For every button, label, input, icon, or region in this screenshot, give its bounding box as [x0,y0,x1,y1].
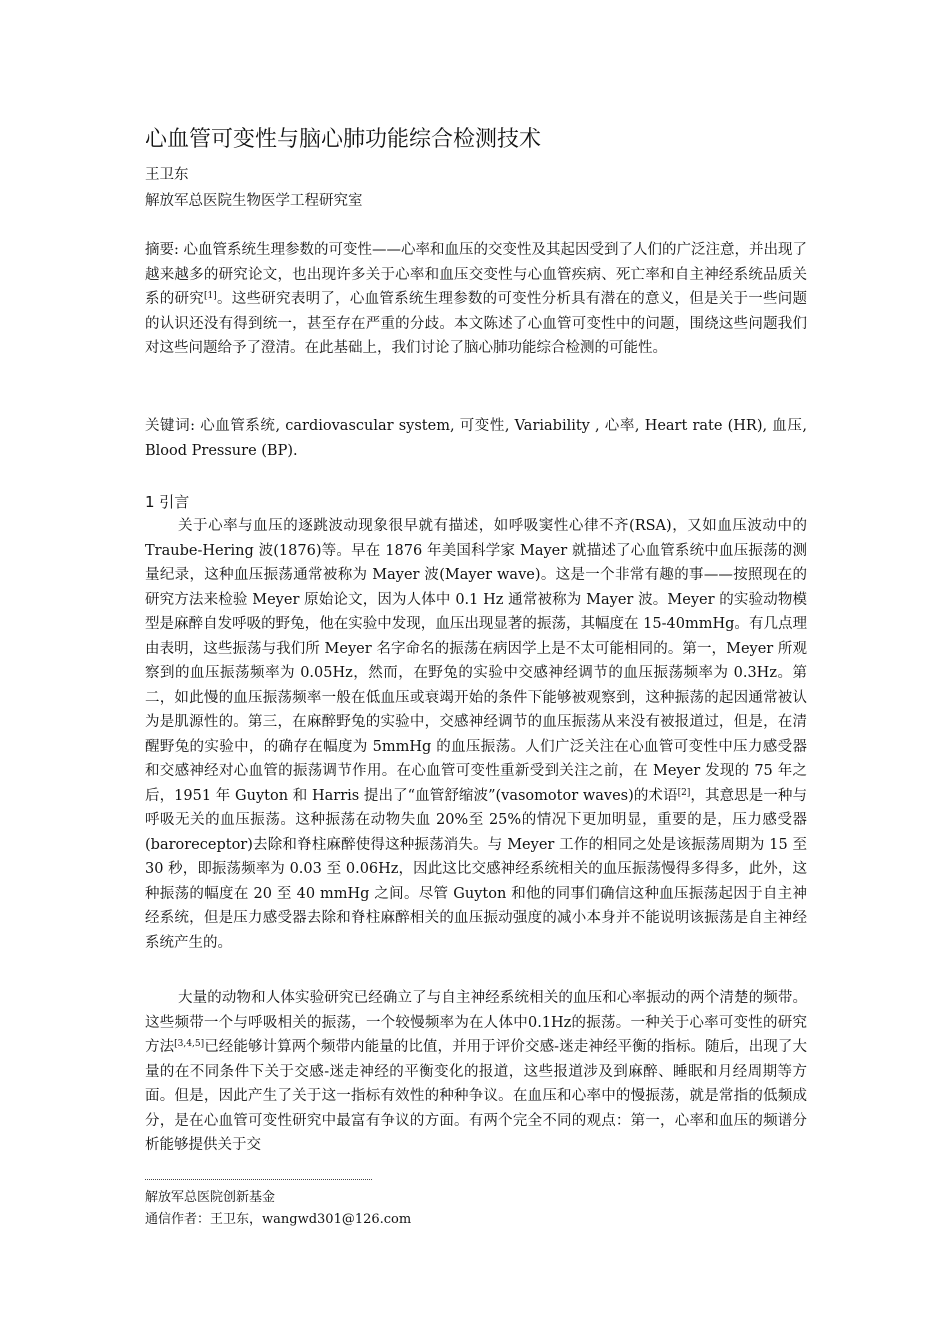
paragraph-text: ，其意思是一种与呼吸无关的血压振荡。这种振荡在动物失血 20%至 25%的情况下更加明显，重要的是，压力感受器(baroreceptor)去除和脊柱麻醉使得这种振荡消失。与 Meyer 工作的相同之处是该振荡周期为 15 至 30 秒，即振荡频率为 0.03 至 0.06Hz，因此这比交感神经系统相关的血压振荡慢得多得多，此外，这种振荡的幅度在 20 至 40 mmHg 之间。尽管 Guyton 和他的同事们确信这种血压振荡起因于自主神经系统，但是压力感受器去除和脊柱麻醉相关的血压振动强度的减小本身并不能说明该振荡是自主神经系统产生的。 [145,787,808,951]
citation-3: [3,4,5] [174,1039,205,1049]
body-paragraph-2 [145,986,807,1158]
footnote-funding: 解放军总医院创新基金 [145,1190,276,1205]
paragraph-text: 大量的动物和人体实验研究已经确立了与自主神经系统相关的血压和心率振动的两个清楚的频带。这些频带一个与呼吸相关的振荡，一个较慢频率为在人体中0.1Hz的振荡。一种关于心率可变性的研究方法 [145,990,807,1055]
paragraph-text: 已经能够计算两个频带内能量的比值，并用于评价交感-迷走神经平衡的指标。随后，出现了大量的在不同条件下关于交感-迷走神经的平衡变化的报道，这些报道涉及到麻醉、睡眠和月经周期等方面。但是，因此产生了关于这一指标有效性的种种争议。在血压和心率中的慢振荡，就是常指的低频成分，是在心血管可变性研究中最富有争议的方面。有两个完全不同的观点：第一，心率和血压的频谱分析能够提供关于交 [145,1039,807,1153]
abstract [145,238,807,361]
footnote-divider [145,1179,372,1180]
footnote-correspondence: 通信作者：王卫东，wangwd301@126.com [145,1212,412,1227]
author-affiliation: 解放军总医院生物医学工程研究室 [145,193,363,209]
paper-title: 心血管可变性与脑心肺功能综合检测技术 [145,127,542,152]
body-paragraph-1 [145,514,807,955]
keywords: 关键词: 心血管系统, cardiovascular system, 可变性, Variability , 心率, Heart rate (HR), 血压, Blood Pressure (BP). [145,418,807,459]
paragraph-text: 关于心率与血压的逐跳波动现象很早就有描述，如呼吸窦性心律不齐(RSA)，又如血压波动中的 Traube-Hering 波(1876)等。早在 1876 年美国科学家 Mayer 就描述了心血管系统中血压振荡的测量纪录，这种血压振荡通常被称为 Mayer 波(Mayer wave)。这是一个非常有趣的事——按照现在的研究方法来检验 Meyer 原始论文，因为人体中 0.1 Hz 通常被称为 Mayer 波。Meyer 的实验动物模型是麻醉自发呼吸的野兔，他在实验中发现，血压出现显著的振荡，其幅度在 15-40mmHg。有几点理由表明，这些振荡与我们所 Meyer 名字命名的振荡在病因学上是不太可能相同的。第一，Meyer 所观察到的血压振荡频率为 0.05Hz，然而，在野兔的实验中交感神经调节的血压振荡频率为 0.3Hz。第二，如此慢的血压振荡频率一般在低血压或衰竭开始的条件下能够被观察到，这种振荡的起因通常被认为是肌源性的。第三，在麻醉野兔的实验中，交感神经调节的血压振荡从来没有被报道过，但是，在清醒野兔的实验中，的确存在幅度为 5mmHg 的血压振荡。人们广泛关注在心血管可变性中压力感受器和交感神经对心血管的振荡调节作用。在心血管可变性重新受到关注之前，在 Meyer 发现的 75 年之后，1951 年 Guyton 和 Harris 提出了“血管舒缩波”(vasomotor waves)的术语 [145,518,807,804]
section-heading: 1 引言 [145,493,190,511]
abstract-text-2: 。这些研究表明了，心血管系统生理参数的可变性分析具有潜在的意义，但是关于一些问题的认识还没有得到统一，甚至存在严重的分歧。本文陈述了心血管可变性中的问题，围绕这些问题我们对这些问题给予了澄清。在此基础上，我们讨论了脑心肺功能综合检测的可能性。 [145,291,808,356]
citation-1: [1] [204,291,217,301]
citation-2: [2] [677,787,691,798]
abstract-text-1: 摘要: 心血管系统生理参数的可变性——心率和血压的交变性及其起因受到了人们的广泛注意，并出现了越来越多的研究论文，也出现许多关于心率和血压交变性与心血管疾病、死亡率和自主神经系统品质关系的研究 [145,242,807,307]
author-name: 王卫东 [145,167,189,183]
